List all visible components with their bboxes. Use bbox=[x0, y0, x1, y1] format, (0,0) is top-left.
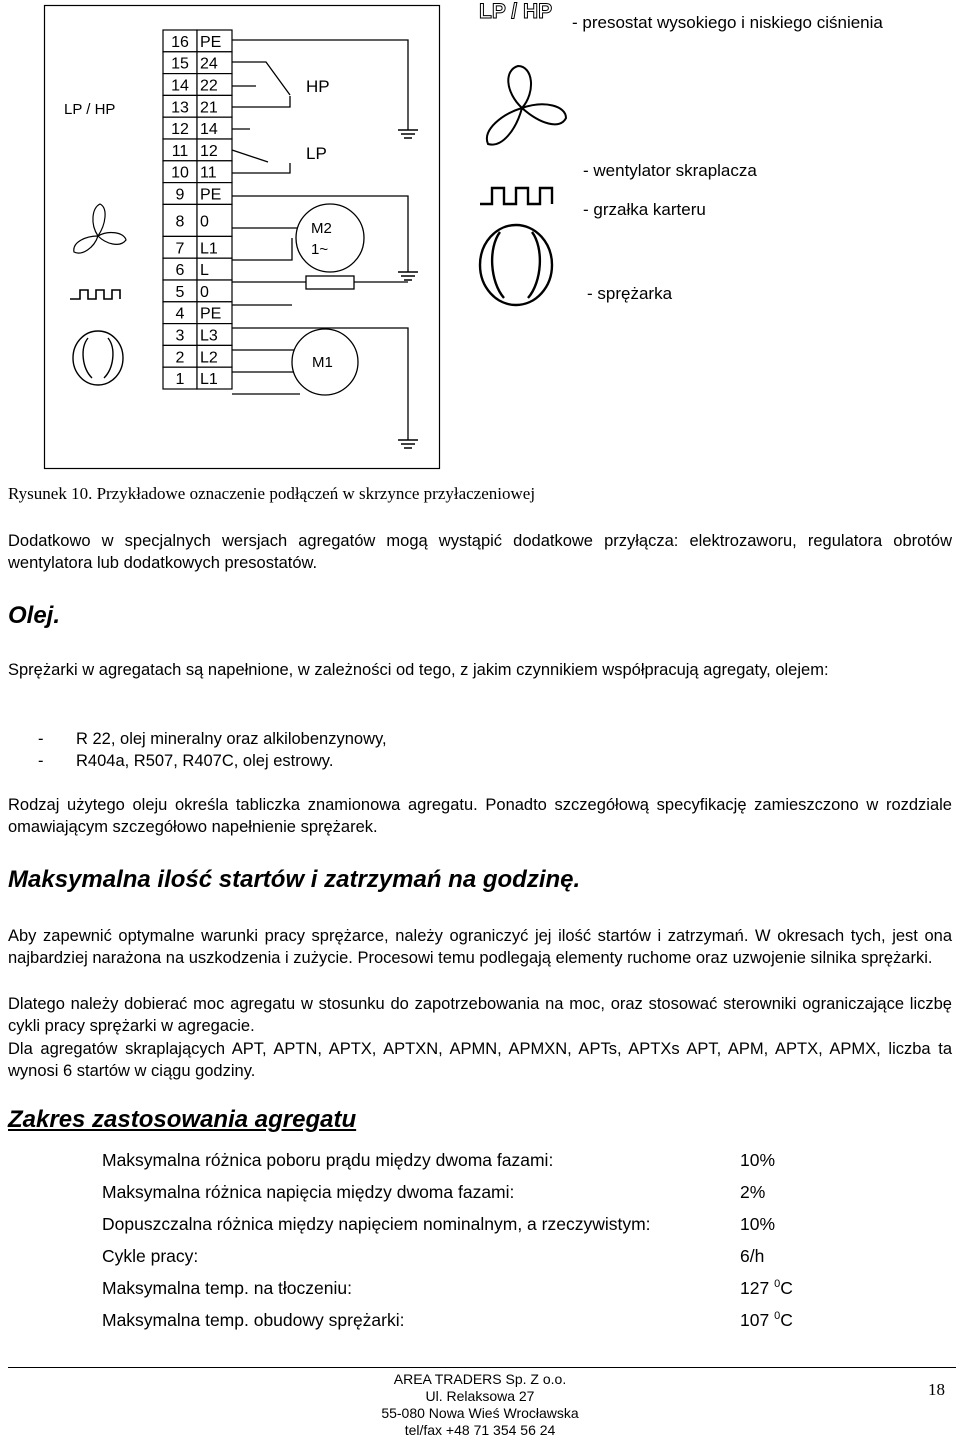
table-row bbox=[0, 1308, 960, 1340]
legend-compressor: - sprężarka bbox=[587, 284, 673, 303]
terminal-block bbox=[163, 30, 232, 389]
terminal-label: L1 bbox=[200, 240, 218, 258]
terminal-number: 14 bbox=[171, 77, 189, 95]
terminal-label: 12 bbox=[200, 142, 218, 160]
terminal-number: 11 bbox=[171, 142, 189, 160]
starts-paragraph-3: Dla agregatów skraplających APT, APTN, APTX, APTXN, APMN, APMXN, APTs, APTXs APT, APM, APTX, APMX, liczba ta wynosi 6 startów w ciągu godziny. bbox=[8, 1040, 952, 1080]
list-bullet: - bbox=[38, 752, 44, 770]
starts-heading: Maksymalna ilość startów i zatrzymań na godzinę. bbox=[8, 866, 581, 893]
heater-icon-small bbox=[70, 290, 120, 299]
row-label: Maksymalna różnica napięcia między dwoma fazami: bbox=[102, 1182, 515, 1202]
terminal-label: 0 bbox=[200, 213, 209, 231]
starts-paragraph-2: Dlatego należy dobierać moc agregatu w stosunku do zapotrzebowania na moc, oraz stosować sterowniki ograniczające liczbę cykli pracy sprężarki w agregacie. bbox=[8, 995, 952, 1035]
table-row bbox=[0, 1244, 960, 1276]
diagram-frame bbox=[45, 6, 440, 469]
wiring-diagram bbox=[0, 0, 960, 470]
oil-note: Rodzaj użytego oleju określa tabliczka znamionowa agregatu. Ponadto szczegółową specyfikację zamieszczono w rozdziale omawiającym szczegółowo napełnienie sprężarek. bbox=[8, 796, 952, 836]
fan-motor-m2 bbox=[296, 204, 364, 272]
table-row bbox=[0, 1180, 960, 1212]
row-label: Maksymalna temp. obudowy sprężarki: bbox=[102, 1310, 405, 1330]
row-value: 10% bbox=[740, 1214, 776, 1234]
footer-street: Ul. Relaksowa 27 bbox=[425, 1388, 535, 1404]
terminal-label: L2 bbox=[200, 349, 218, 367]
starts-paragraph-1: Aby zapewnić optymalne warunki pracy sprężarce, należy ograniczyć jej ilość startów i zatrzymań. W okresach tych, jest ona najbardziej narażona na uszkodzenia i zużycie. Procesowi temu podlegają elementy ruchome oraz uzwojenie silnika sprężarki. bbox=[8, 927, 952, 967]
terminal-number: 5 bbox=[175, 283, 185, 301]
terminal-number: 9 bbox=[175, 186, 185, 204]
list-bullet: - bbox=[38, 730, 44, 748]
oil-paragraph: Sprężarki w agregatach są napełnione, w zależności od tego, z jakim czynnikiem współpracują agregaty, olejem: bbox=[8, 661, 829, 679]
compressor-icon bbox=[480, 225, 552, 305]
terminal-label: 24 bbox=[200, 55, 218, 73]
oil-list-item-text: R 22, olej mineralny oraz alkilobenzynowy, bbox=[76, 730, 387, 748]
terminal-number: 16 bbox=[171, 33, 189, 51]
m2-label: M2 bbox=[311, 220, 332, 237]
terminal-label: 22 bbox=[200, 77, 218, 95]
hp-label: HP bbox=[306, 77, 330, 96]
figure-caption: Rysunek 10. Przykładowe oznaczenie podłączeń w skrzynce przyłaczeniowej bbox=[8, 484, 536, 503]
row-value: 107 $^0$C bbox=[740, 1310, 793, 1330]
footer-company: AREA TRADERS Sp. Z o.o. bbox=[393, 1371, 567, 1387]
terminal-number: 7 bbox=[175, 240, 185, 258]
m2-phase-label: 1~ bbox=[311, 241, 329, 258]
m1-label: M1 bbox=[312, 354, 333, 371]
oil-list-item bbox=[38, 750, 44, 772]
table-row bbox=[0, 1212, 960, 1244]
terminal-number: 3 bbox=[175, 327, 185, 345]
scope-table bbox=[0, 1148, 960, 1338]
terminal-number: 2 bbox=[175, 349, 185, 367]
lp-label: LP bbox=[306, 144, 327, 163]
terminal-label: L3 bbox=[200, 327, 218, 345]
terminal-number: 12 bbox=[171, 121, 189, 139]
terminal-label: PE bbox=[200, 305, 222, 323]
row-label: Maksymalna różnica poboru prądu między dwoma fazami: bbox=[102, 1150, 554, 1170]
heater-icon bbox=[480, 188, 552, 204]
row-label: Cykle pracy: bbox=[102, 1246, 199, 1266]
terminal-label: L bbox=[200, 262, 209, 280]
lp-hp-panel-label: LP / HP bbox=[64, 101, 116, 118]
row-value: 6/h bbox=[740, 1246, 765, 1266]
terminal-label: PE bbox=[200, 33, 222, 51]
terminal-label: 0 bbox=[200, 283, 209, 301]
oil-list-item bbox=[38, 728, 44, 750]
table-row bbox=[0, 1148, 960, 1180]
legend-heater: - grzałka karteru bbox=[583, 200, 706, 219]
terminal-label: L1 bbox=[200, 371, 218, 389]
intro-paragraph: Dodatkowo w specjalnych wersjach agregatów mogą wystąpić dodatkowe przyłącza: elektrozaworu, regulatora obrotów wentylatora lub dodatkowych presostatów. bbox=[8, 532, 952, 572]
terminal-label: PE bbox=[200, 186, 222, 204]
legend-fan: - wentylator skraplacza bbox=[583, 161, 757, 180]
terminal-label: 21 bbox=[200, 99, 218, 117]
wiring-figure bbox=[0, 0, 960, 470]
terminal-number: 13 bbox=[171, 99, 189, 117]
legend-pressostat: - presostat wysokiego i niskiego ciśnienia bbox=[572, 13, 883, 32]
row-value: 127 $^0$C bbox=[740, 1278, 793, 1298]
terminal-number: 15 bbox=[171, 55, 189, 73]
terminal-label: 14 bbox=[200, 121, 218, 139]
terminal-number: 8 bbox=[175, 213, 185, 231]
terminal-label: 11 bbox=[200, 164, 217, 182]
row-value: 2% bbox=[740, 1182, 766, 1202]
scope-heading: Zakres zastosowania agregatu bbox=[8, 1106, 357, 1133]
terminal-number: 10 bbox=[171, 164, 189, 182]
fan-icon-small bbox=[74, 204, 126, 253]
terminal-number: 4 bbox=[175, 305, 185, 323]
compressor-icon-small bbox=[73, 331, 123, 385]
table-row bbox=[0, 1276, 960, 1308]
terminal-number: 1 bbox=[175, 371, 185, 389]
fan-icon bbox=[487, 66, 566, 145]
oil-heading: Olej. bbox=[8, 602, 61, 629]
heater-resistor bbox=[306, 276, 354, 289]
row-label: Dopuszczalna różnica między napięciem nominalnym, a rzeczywistym: bbox=[102, 1214, 651, 1234]
footer-city: 55-080 Nowa Wieś Wrocławska bbox=[381, 1405, 579, 1421]
oil-list-item-text: R404a, R507, R407C, olej estrowy. bbox=[76, 752, 334, 770]
page-number: 18 bbox=[928, 1380, 945, 1399]
footer-address bbox=[300, 1371, 660, 1439]
footer-rule bbox=[8, 1367, 956, 1368]
legend-lp-hp-symbol: LP / HP bbox=[479, 0, 553, 23]
row-label: Maksymalna temp. na tłoczeniu: bbox=[102, 1278, 352, 1298]
terminal-number: 6 bbox=[175, 262, 185, 280]
row-value: 10% bbox=[740, 1150, 776, 1170]
footer-phone: tel/fax +48 71 354 56 24 bbox=[404, 1422, 556, 1438]
